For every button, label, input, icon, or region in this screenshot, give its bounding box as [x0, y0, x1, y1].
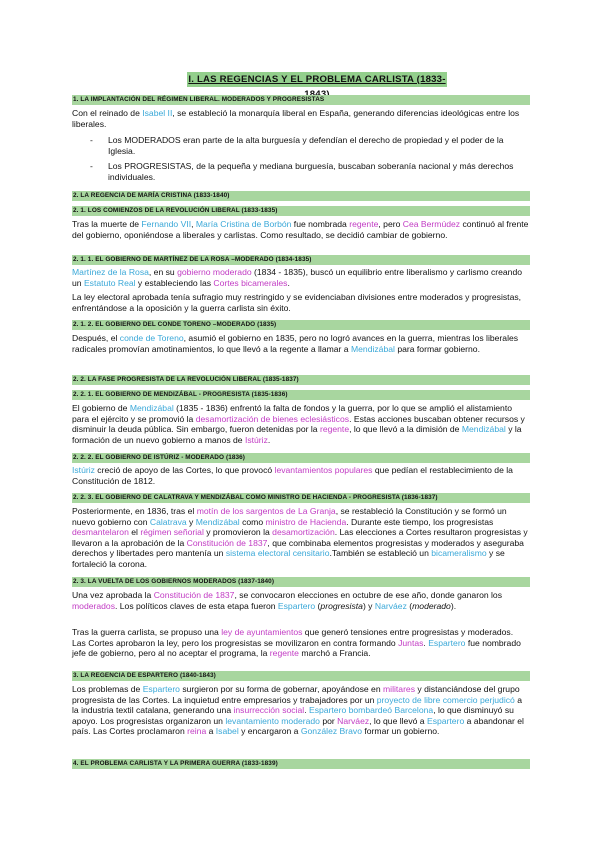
highlight-term: regente [319, 424, 350, 435]
section-heading-2-2-1: 2. 2. 1. EL GOBIERNO DE MENDIZÁBAL - PROGRESISTA (1835-1836) [72, 390, 530, 400]
paragraph-2-2-1 [72, 403, 529, 445]
body-text: y encargaron a [238, 726, 301, 737]
body-text: fue nombrado jefe de gobierno, pero al no aceptar el programa, la [72, 637, 521, 659]
highlight-name: González Bravo [300, 726, 362, 737]
highlight-name: proyecto de libre comercio perjudicó [376, 694, 515, 705]
body-text: Los problemas de [72, 684, 143, 694]
bullet-progresistas: Los PROGRESISTAS, de la pequeña y mediana burguesía, buscaban soberanía nacional y más derechos individuales. [108, 161, 514, 182]
page-title: I. LAS REGENCIAS Y EL PROBLEMA CARLISTA (1833- [188, 74, 446, 85]
highlight-name: Mendizábal [350, 343, 395, 354]
body-text: fue nombrada [291, 219, 350, 229]
body-text: a abandonar el país. Las Cortes proclamaron [72, 715, 524, 737]
highlight-name: Isabel II [142, 108, 173, 118]
highlight-term: levantamientos populares [274, 465, 373, 475]
highlight-term: reina [187, 726, 207, 737]
body-text: . Estas acciones buscaban obtener recursos y disminuir la deuda pública. Sin embargo, fueron detenidas por la [72, 413, 525, 435]
emphasis-text: moderado [412, 600, 451, 611]
body-text: Tras la guerra carlista, se propuso una [72, 627, 222, 637]
highlight-term: moderados [72, 600, 115, 611]
body-text: . [267, 434, 271, 445]
body-text: , lo que llevó a la dimisión de [349, 424, 462, 435]
section-heading-2-2: 2. 2. LA FASE PROGRESISTA DE LA REVOLUCIÓN LIBERAL (1835-1837) [72, 375, 530, 385]
highlight-term: desmantelaron [72, 527, 129, 538]
body-text: , lo que llevó a [369, 715, 427, 726]
section-heading-4: 4. EL PROBLEMA CARLISTA Y LA PRIMERA GUERRA (1833-1839) [72, 759, 530, 769]
body-text: . [287, 277, 290, 288]
highlight-term: Juntas [398, 637, 424, 648]
body-text: Después, el [72, 333, 120, 343]
paragraph-2-3a [72, 590, 529, 611]
body-text: formar un gobierno. [362, 726, 440, 737]
highlight-term: Narváez [337, 715, 370, 726]
highlight-name: Narváez [374, 600, 407, 611]
body-text: . [423, 637, 429, 648]
body-text: , [191, 219, 196, 229]
body-text: Con el reinado de [72, 108, 143, 118]
highlight-name: Isabel [215, 726, 239, 737]
highlight-name: Calatrava [149, 516, 187, 527]
highlight-term: Constitución de 1837 [153, 590, 235, 600]
highlight-term: insurrección social [233, 705, 305, 716]
body-text: , se convocaron elecciones en octubre de ese año, donde ganaron los [234, 590, 503, 600]
body-text: y [186, 516, 196, 527]
body-text: y se fortaleció la corona. [72, 548, 505, 569]
highlight-term: regente [269, 648, 299, 659]
bullet-moderados: Los MODERADOS eran parte de la alta burguesía y defendían el derecho de propiedad y el poder de la Iglesia. [108, 135, 504, 156]
bullet-marker: - [90, 135, 93, 145]
paragraph-2-1-1b: La ley electoral aprobada tenía sufragio muy restringido y se evidenciaban divisiones entre moderados y progresistas, enfrentándose a la oposición y la guerra carlista sin éxito. [72, 292, 522, 313]
highlight-name: Espartero [428, 637, 466, 648]
paragraph-1 [72, 108, 529, 129]
body-text: ) y [362, 600, 375, 611]
body-text: y promovieron la [203, 527, 273, 538]
highlight-name: Mendizábal [195, 516, 240, 527]
highlight-term: motín de los sargentos de La Granja [196, 506, 336, 516]
body-text: Una vez aprobada la [72, 590, 154, 600]
body-text: , se restableció la Constitución y se formó un nuevo gobierno con [72, 506, 507, 527]
section-heading-1: 1. LA IMPLANTACIÓN DEL RÉGIMEN LIBERAL. MODERADOS Y PROGRESISTAS [72, 95, 530, 105]
highlight-name: Martínez de la Rosa [72, 267, 149, 277]
highlight-name: Istúriz [72, 465, 95, 475]
body-text: El gobierno de [72, 403, 130, 413]
body-text: . Los políticos claves de esta etapa fueron [115, 600, 278, 611]
body-text: por [319, 715, 338, 726]
highlight-term: militares [383, 684, 416, 694]
paragraph-2-2-3 [72, 506, 529, 570]
highlight-name: Espartero [426, 715, 465, 726]
section-heading-2-2-3: 2. 2. 3. EL GOBIERNO DE CALATRAVA Y MENDIZÁBAL COMO MINISTRO DE HACIENDA - PROGRESISTA (1836-1837) [72, 493, 530, 503]
highlight-name: Espartero [142, 684, 180, 694]
body-text: . Durante este tiempo, los progresistas [346, 516, 494, 527]
body-text: a la industria textil catalana, generando una [72, 694, 522, 716]
body-text: ( [406, 600, 413, 611]
body-text: .También se estableció un [329, 548, 432, 559]
body-text: y estableciendo las [135, 277, 214, 288]
body-text: el [128, 527, 141, 538]
highlight-term: Istúriz [244, 434, 268, 445]
body-text: surgieron por su forma de gobernar, apoyándose en [179, 684, 384, 694]
highlight-name: Espartero [277, 600, 316, 611]
body-text: . [304, 705, 309, 716]
highlight-term: desamortización [272, 527, 335, 538]
paragraph-3 [72, 684, 529, 737]
highlight-name: bicameralismo [431, 548, 487, 559]
body-text: . Las elecciones a Cortes resultaron progresistas y llevaron a la aprobación de la [72, 527, 528, 548]
highlight-name: levantamiento moderado [225, 715, 320, 726]
highlight-term: gobierno moderado [177, 267, 252, 277]
section-heading-2-2-2: 2. 2. 2. EL GOBIERNO DE ISTÚRIZ - MODERADO (1836) [72, 453, 530, 463]
body-text: , en su [148, 267, 178, 277]
body-text: , que combinaba elementos progresistas y moderados y aseguraba derechos y libertades pero mantenía un [72, 537, 524, 559]
highlight-name: Estatuto Real [83, 277, 136, 288]
section-heading-2-1-1: 2. 1. 1. EL GOBIERNO DE MARTÍNEZ DE LA ROSA –MODERADO (1834-1835) [72, 255, 530, 265]
paragraph-2-1 [72, 219, 529, 240]
body-text: (1835 - 1836) enfrentó la falta de fondos y la guerra, por lo que se amplió el alistamiento para el ejército y se promovió la [72, 403, 512, 424]
highlight-term: Constitución de 1837 [186, 537, 268, 548]
section-heading-3: 3. LA REGENCIA DE ESPARTERO (1840-1843) [72, 671, 530, 681]
highlight-name: Mendizábal [129, 403, 174, 413]
body-text: , se estableció la monarquía liberal en España, generando diferencias ideológicas entre los liberales. [72, 108, 520, 129]
highlight-term: ley de ayuntamientos [221, 627, 303, 637]
highlight-name: sistema electoral censitario [225, 548, 330, 559]
highlight-name: conde de Toreno [119, 333, 184, 343]
highlight-name: Espartero bombardeó Barcelona [308, 705, 434, 716]
bullet-marker: - [90, 161, 93, 171]
body-text: para formar gobierno. [394, 343, 480, 354]
highlight-term: regente [349, 219, 379, 229]
body-text: creció de apoyo de las Cortes, lo que provocó [94, 465, 275, 475]
highlight-term: Cea Bermúdez [402, 219, 461, 229]
body-text: continuó al frente del gobierno, oponiéndose a liberales y carlistas. Como resultado, se decidió cambiar de gobierno. [72, 219, 529, 240]
body-text: Tras la muerte de [72, 219, 142, 229]
paragraph-2-1-1a [72, 267, 529, 288]
body-text: , pero [378, 219, 403, 229]
paragraph-2-2-2 [72, 465, 529, 486]
body-text: ). [450, 600, 457, 611]
paragraph-2-3b [72, 627, 529, 659]
body-text: que pedían el restablecimiento de la Constitución de 1812. [72, 465, 513, 486]
section-heading-2-1: 2. 1. LOS COMIENZOS DE LA REVOLUCIÓN LIBERAL (1833-1835) [72, 206, 530, 216]
paragraph-2-1-2 [72, 333, 529, 354]
body-text: Posteriormente, en 1836, tras el [72, 506, 197, 516]
body-text: y la formación de un nuevo gobierno a manos de [72, 424, 522, 445]
body-text: marchó a Francia. [298, 648, 371, 659]
body-text: a [206, 726, 216, 737]
section-heading-2-3: 2. 3. LA VUELTA DE LOS GOBIERNOS MODERADOS (1837-1840) [72, 577, 530, 587]
section-heading-2: 2. LA REGENCIA DE MARÍA CRISTINA (1833-1840) [72, 191, 530, 201]
body-text: , lo que disminuyó su apoyo. Los progresistas organizaron un [72, 705, 514, 726]
body-text: que generó tensiones entre progresistas y moderados. Las Cortes aprobaron la ley, pero los progresistas se movilizaron en contra formando [72, 627, 514, 648]
body-text: como [239, 516, 266, 527]
highlight-name: Mendizábal [461, 424, 506, 435]
body-text: , asumió el gobierno en 1835, pero no logró avances en la guerra, mientras los liberales radicales promovían amotinamientos, lo que llevó a la regente a llamar a [72, 333, 519, 354]
body-text: ( [315, 600, 321, 611]
section-heading-2-1-2: 2. 1. 2. EL GOBIERNO DEL CONDE TORENO –MODERADO (1835) [72, 320, 530, 330]
body-text: (1834 - 1835), buscó un equilibrio entre liberalismo y carlismo creando un [72, 267, 523, 288]
highlight-term: ministro de Hacienda [265, 516, 347, 527]
highlight-term: régimen señorial [140, 527, 204, 538]
highlight-name: María Cristina de Borbón [195, 219, 292, 229]
body-text: y distanciándose del grupo progresista de las Cortes. La inquietud entre empresarios y trabajadores por un [72, 684, 520, 705]
highlight-name: Fernando VII [141, 219, 192, 229]
highlight-term: Cortes bicamerales [213, 277, 288, 288]
emphasis-text: progresista [320, 600, 363, 611]
highlight-term: desamortización de bienes eclesiásticos [195, 413, 350, 424]
